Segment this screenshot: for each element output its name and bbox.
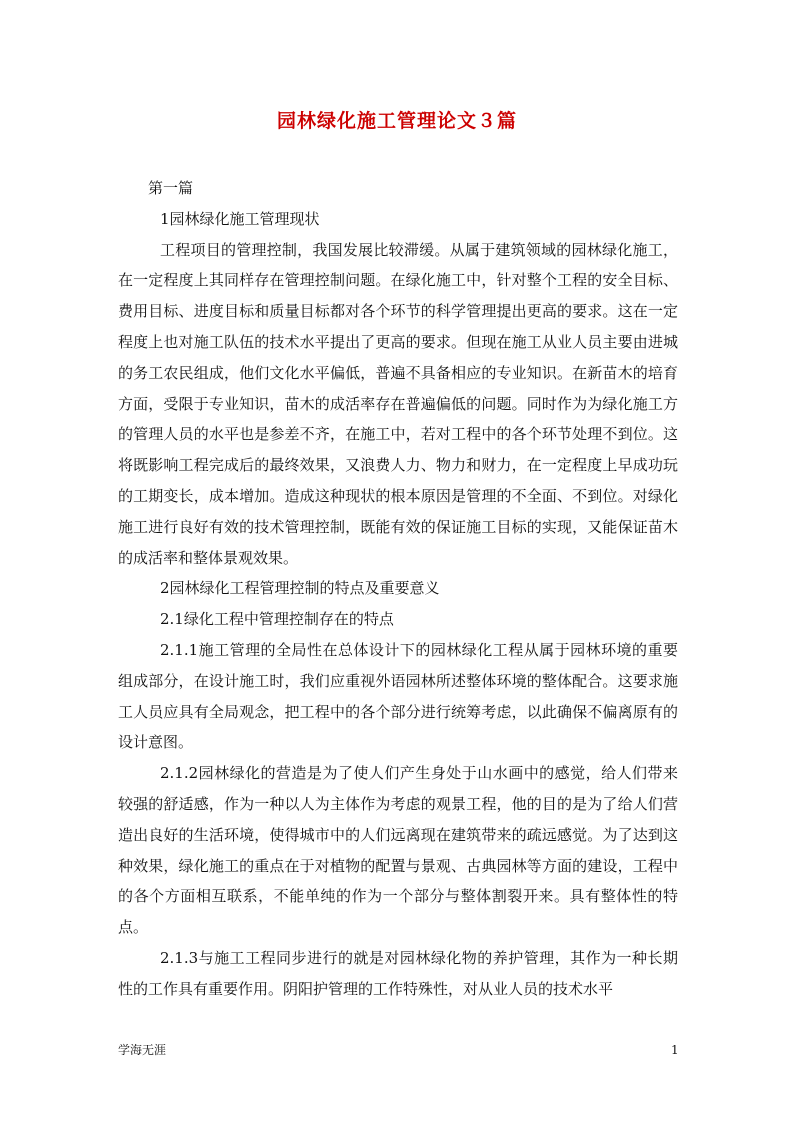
footer-text: 学海无涯 (118, 1043, 167, 1057)
document-title: 园林绿化施工管理论文３篇 (276, 110, 517, 132)
page-number: 1 (671, 1043, 679, 1057)
body-paragraph-2-1-1: 2.1.1施工管理的全局性在总体设计下的园林绿化工程从属于园林环境的重要组成部分，在设计施工时，我们应重视外语园林所述整体环境的整体配合。这要求施工人员应具有全局观念，把工程中的各个部分进行统筹考虑，以此确保不偏离原有的设计意图。 (118, 640, 678, 752)
document-body (118, 173, 678, 1005)
section-heading-part-one: 第一篇 (148, 179, 194, 197)
section-heading-2: 2园林绿化工程管理控制的特点及重要意义 (160, 579, 440, 598)
section-heading-1: 1园林绿化施工管理现状 (160, 209, 320, 228)
section-heading-2-1: 2.1绿化工程中管理控制存在的特点 (160, 610, 394, 629)
body-paragraph-2-1-3: 2.1.3与施工工程同步进行的就是对园林绿化物的养护管理，其作为一种长期性的工作具有重要作用。阴阳护管理的工作特殊性，对从业人员的技术水平 (118, 948, 678, 998)
body-paragraph-1: 工程项目的管理控制，我国发展比较滞缓。从属于建筑领域的园林绿化施工，在一定程度上其同样存在管理控制问题。在绿化施工中，针对整个工程的安全目标、费用目标、进度目标和质量目标都对各个环节的科学管理提出更高的要求。这在一定程度上也对施工队伍的技术水平提出了更高的要求。但现在施工从业人员主要由进城的务工农民组成，他们文化水平偏低，普遍不具备相应的专业知识。在新苗木的培育方面，受限于专业知识，苗木的成活率存在普遍偏低的问题。同时作为为绿化施工方的管理人员的水平也是参差不齐，在施工中，若对工程中的各个环节处理不到位。这将既影响工程完成后的最终效果，又浪费人力、物力和财力，在一定程度上早成功玩的工期变长，成本增加。造成这种现状的根本原因是管理的不全面、不到位。对绿化施工进行良好有效的技术管理控制，既能有效的保证施工目标的实现，又能保证苗木的成活率和整体景观效果。 (118, 240, 678, 567)
body-paragraph-2-1-2: 2.1.2园林绿化的营造是为了使人们产生身处于山水画中的感觉，给人们带来较强的舒适感，作为一种以人为主体作为考虑的观景工程，他的目的是为了给人们营造出良好的生活环境，使得城市中的人们远离现在建筑带来的疏远感觉。为了达到这种效果，绿化施工的重点在于对植物的配置与景观、古典园林等方面的建设，工程中的各个方面相互联系，不能单纯的作为一个部分与整体割裂开来。具有整体性的特点。 (118, 764, 678, 937)
